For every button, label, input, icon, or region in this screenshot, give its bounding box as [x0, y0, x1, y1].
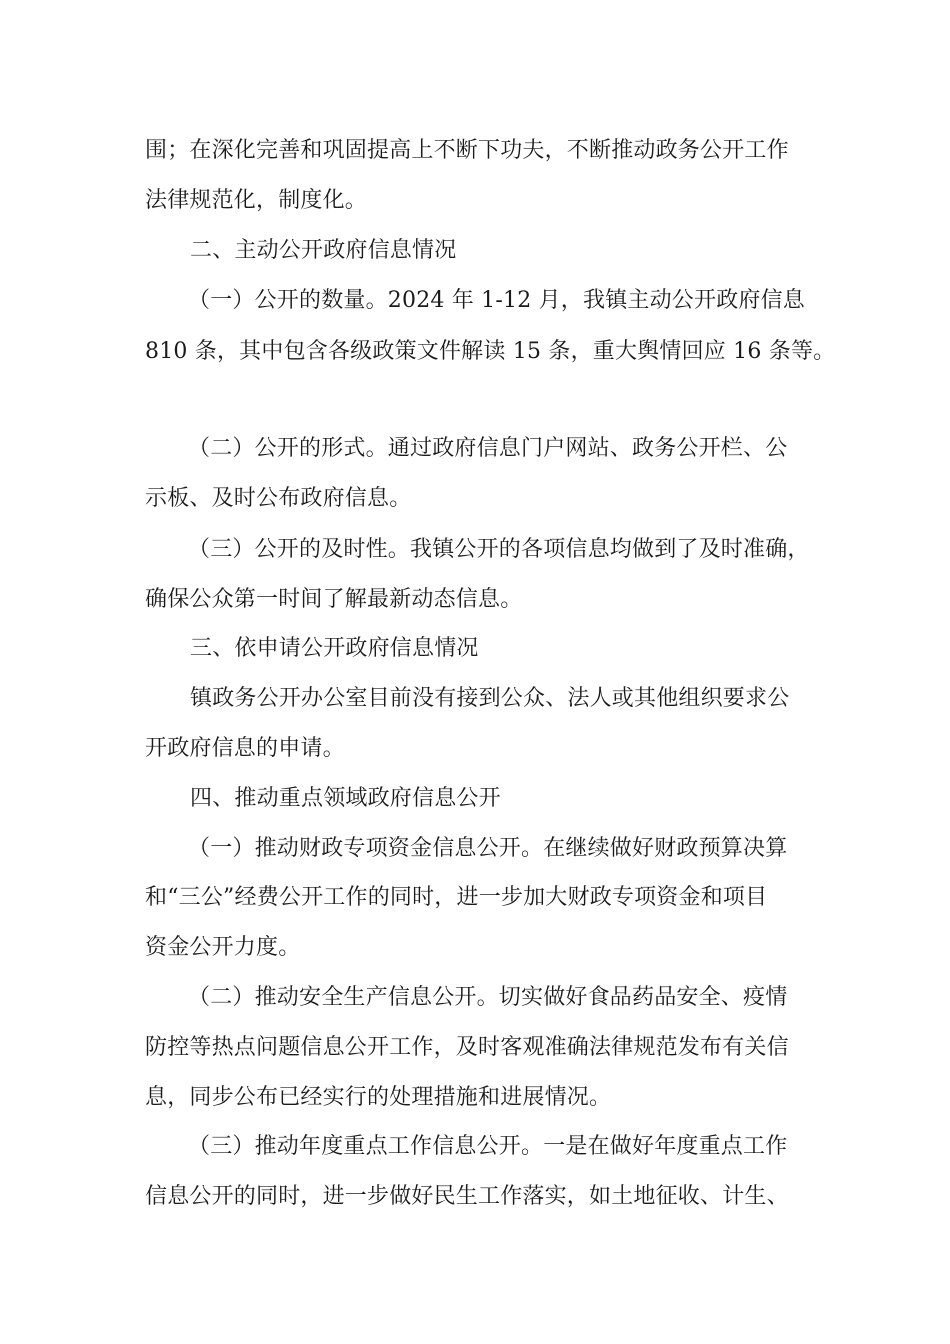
- text-line: 围；在深化完善和巩固提高上不断下功夫，不断推动政务公开工作: [145, 138, 789, 163]
- text-line: （一）推动财政专项资金信息公开。在继续做好财政预算决算: [188, 836, 788, 861]
- text-line: （二）公开的形式。通过政府信息门户网站、政务公开栏、公: [188, 436, 788, 461]
- text-line: （三）公开的及时性。我镇公开的各项信息均做到了及时准确，: [188, 537, 810, 562]
- text-line: 和“三公”经费公开工作的同时，进一步加大财政专项资金和项目: [145, 885, 768, 910]
- text-line: 确保公众第一时间了解最新动态信息。: [145, 587, 523, 612]
- text-line: 信息公开的同时，进一步做好民生工作落实，如土地征收、计生、: [145, 1184, 789, 1209]
- text-line: （一）公开的数量。2024 年 1-12 月，我镇主动公开政府信息: [188, 288, 805, 313]
- text-line: 息，同步公布已经实行的处理措施和进展情况。: [145, 1085, 612, 1110]
- text-line: 810 条，其中包含各级政策文件解读 15 条，重大舆情回应 16 条等。: [145, 339, 836, 364]
- section-heading: 三、依申请公开政府信息情况: [190, 636, 479, 661]
- text-line: 法律规范化，制度化。: [145, 188, 368, 213]
- text-line: 示板、及时公布政府信息。: [145, 486, 412, 511]
- text-line: 资金公开力度。: [145, 935, 301, 960]
- text-line: 镇政务公开办公室目前没有接到公众、法人或其他组织要求公: [190, 686, 790, 711]
- section-heading: 四、推动重点领域政府信息公开: [190, 786, 501, 811]
- text-line: 防控等热点问题信息公开工作，及时客观准确法律规范发布有关信: [145, 1035, 789, 1060]
- text-line: （三）推动年度重点工作信息公开。一是在做好年度重点工作: [188, 1134, 788, 1159]
- text-line: 开政府信息的申请。: [145, 736, 345, 761]
- text-line: （二）推动安全生产信息公开。切实做好食品药品安全、疫情: [188, 985, 788, 1010]
- section-heading: 二、主动公开政府信息情况: [190, 238, 457, 263]
